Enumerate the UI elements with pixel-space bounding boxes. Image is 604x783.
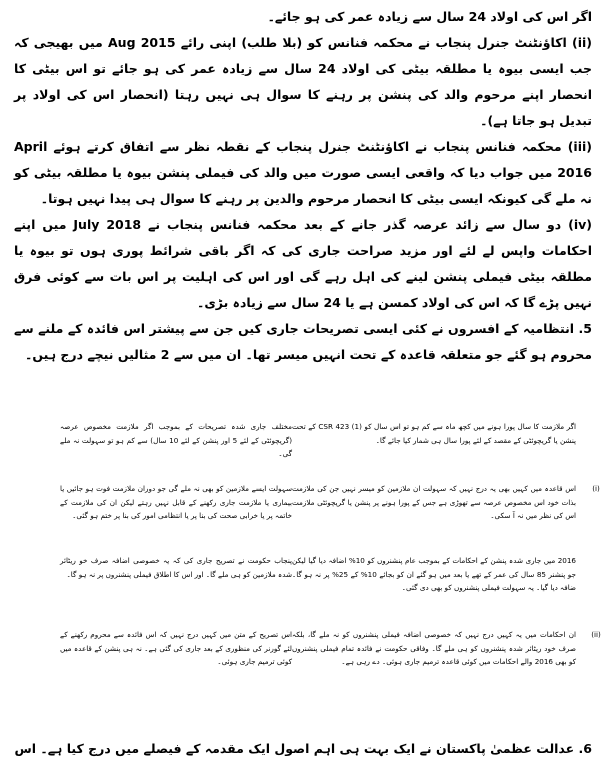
para-line-0: اگر اس کی اولاد 24 سال سے زیادہ عمر کی ہو جائے۔ xyxy=(267,9,592,24)
para-iii: (iii) محکمہ فنانس پنجاب نے اکاؤنٹنٹ جنرل پنجاب کے نقطہ نظر سے اتفاق کرتے ہوئے April 2016 میں جواب دیا کہ واقعی ایسی صورت میں والد کی فیملی پنشن بیوہ یا مطلقہ بیٹی کو نہ ملے گی کیونکہ ایسی بیٹی کا انحصار مرحوم والدین پر رہنے کا سوال ہی پیدا نہیں ہوتا۔ xyxy=(14,139,592,206)
comparison-table xyxy=(22,420,601,716)
table-cell-left: پنجاب حکومت نے تصریح جاری کی کہ یہ خصوصی اضافہ صرف خو ریٹائر شدہ ملازمین کو ہی ملے گا۔ اور اس کا اطلاق فیملی پنشنروں پر نہ ہو گا۔ xyxy=(60,556,292,579)
table-cell-left: سہولت ایسے ملازمین کو بھی نہ ملے گی جو دوران ملازمت فوت ہو جائیں یا بیماری یا ملازمت جاری رکھنے کے قابل نہیں رہتے لیکن ان کی ملازمت کے خاتمہ پر یا خرابی صحت کی بنا پر یا انتظامی امور کی بنا پر ختم ہو گئی۔ xyxy=(60,484,292,521)
table-row xyxy=(22,628,601,716)
table-cell-right: اس قاعدہ میں کہیں بھی یہ درج نہیں کہ سہولت ان ملازمین کو میسر نہیں جن کی ملازمت بذات خود اس مخصوص عرصہ سے تھوڑی ہے جس کے پورا ہونے پر پنشن یا گریچوئٹی ملازمت اس کی نظر میں نہ آ سکی۔ xyxy=(292,484,576,521)
para-5: 5. انتظامیہ کے افسروں نے کئی ایسی تصریحات جاری کیں جن سے پیشتر اس فائدہ کے ملنے سے محروم ہو گئے جو متعلقہ قاعدہ کے تحت انہیں میسر تھا۔ ان میں سے 2 مثالیں نیچے درج ہیں۔ xyxy=(14,321,592,362)
table-row xyxy=(22,554,582,628)
table-cell-right: اگر ملازمت کا سال پورا ہونے میں کچھ ماہ سے کم ہو تو اس سال کو (1) CSR 423 کے تحت پنشن یا گریچوئٹی کے مقصد کے لئے پورا سال ہی شمار کیا جائے گا۔ xyxy=(292,422,576,445)
para-iv: (iv) دو سال سے زائد عرصہ گذر جانے کے بعد محکمہ فنانس پنجاب نے July 2018 میں اپنے احکامات واپس لے لئے اور مزید صراحت جاری کی کہ اگر باقی شرائط پوری ہوں تو بیوہ یا مطلقہ بیٹی فیملی پنشن لینے کی اہل رہے گی اور اس کی اہلیت پر اس بات سے کوئی فرق نہیں پڑے گا کہ اس کی اولاد کمسن ہے یا 24 سال سے زیادہ بڑی۔ xyxy=(14,217,593,310)
para-ii: (ii) اکاؤنٹنٹ جنرل پنجاب نے محکمہ فنانس کو (بلا طلب) اپنی رائے Aug 2015 میں بھیجی کہ جب ایسی بیوہ یا مطلقہ بیٹی کی اولاد 24 سال سے زیادہ عمر کی ہو جائے تو اس بیٹی کا انحصار اپنے مرحوم والد کی پنشن پر رہنے کا سوال ہی نہیں رہتا (انحصار اس کی اولاد پر تبدیل ہو جاتا ہے)۔ xyxy=(14,35,592,128)
table-cell-left: اس تصریح کے متن میں کہیں درج نہیں کہ اس فائدہ سے محروم رکھنے کے لئے گورنر کی منظوری کے بعد جاری کی گئی ہے۔ نہ ہی پنشن کے قاعدہ میں کوئی ترمیم جاری ہوئی۔ xyxy=(60,630,292,667)
table-row xyxy=(22,482,600,554)
body-text-top xyxy=(14,4,592,368)
row-index: (i) xyxy=(592,484,600,493)
table-cell-right: 2016 میں جاری شدہ پنشن کے احکامات کے بموجب عام پنشنروں کو 10% اضافہ دیا گیا لیکن جو پنشنر 85 سال کی عمر کے تھے یا بعد میں ہو گئے ان کو بجائے 10% کے 25% پر نہ ہو گا۔ ضافہ دیا گیا۔ یہ سہولت فیملی پنشنروں کو بھی دی گئی۔ xyxy=(292,556,576,593)
para-6: 6. عدالت عظمیٰ پاکستان نے ایک بہت ہی اہم اصول ایک مقدمہ کے فیصلے میں درج کیا ہے۔ اس xyxy=(14,741,592,756)
row-index: (ii) xyxy=(591,630,601,639)
table-cell-left: مختلف جاری شدہ تصریحات کے بموجب اگر ملازمت مخصوص عرصہ (گریچوئٹی کے لئے 5 اور پنشن کے لئے 10 سال) سے کم ہو تو سہولت نہ ملے گی۔ xyxy=(60,422,292,459)
table-row xyxy=(22,420,582,482)
table-cell-right: ان احکامات میں یہ کہیں درج نہیں کہ خصوصی اضافہ فیملی پنشنروں کو نہ ملے گا، بلکہ صرف خود ریٹائر شدہ پنشنروں کو ہی ملے گا۔ وفاقی حکومت نے فائدہ تمام فیملی پنشنروں کو بھی 2016 والے احکامات میں کوئی قاعدہ ترمیم جاری ہوئی۔ دے رہی ہے۔ xyxy=(292,630,576,667)
